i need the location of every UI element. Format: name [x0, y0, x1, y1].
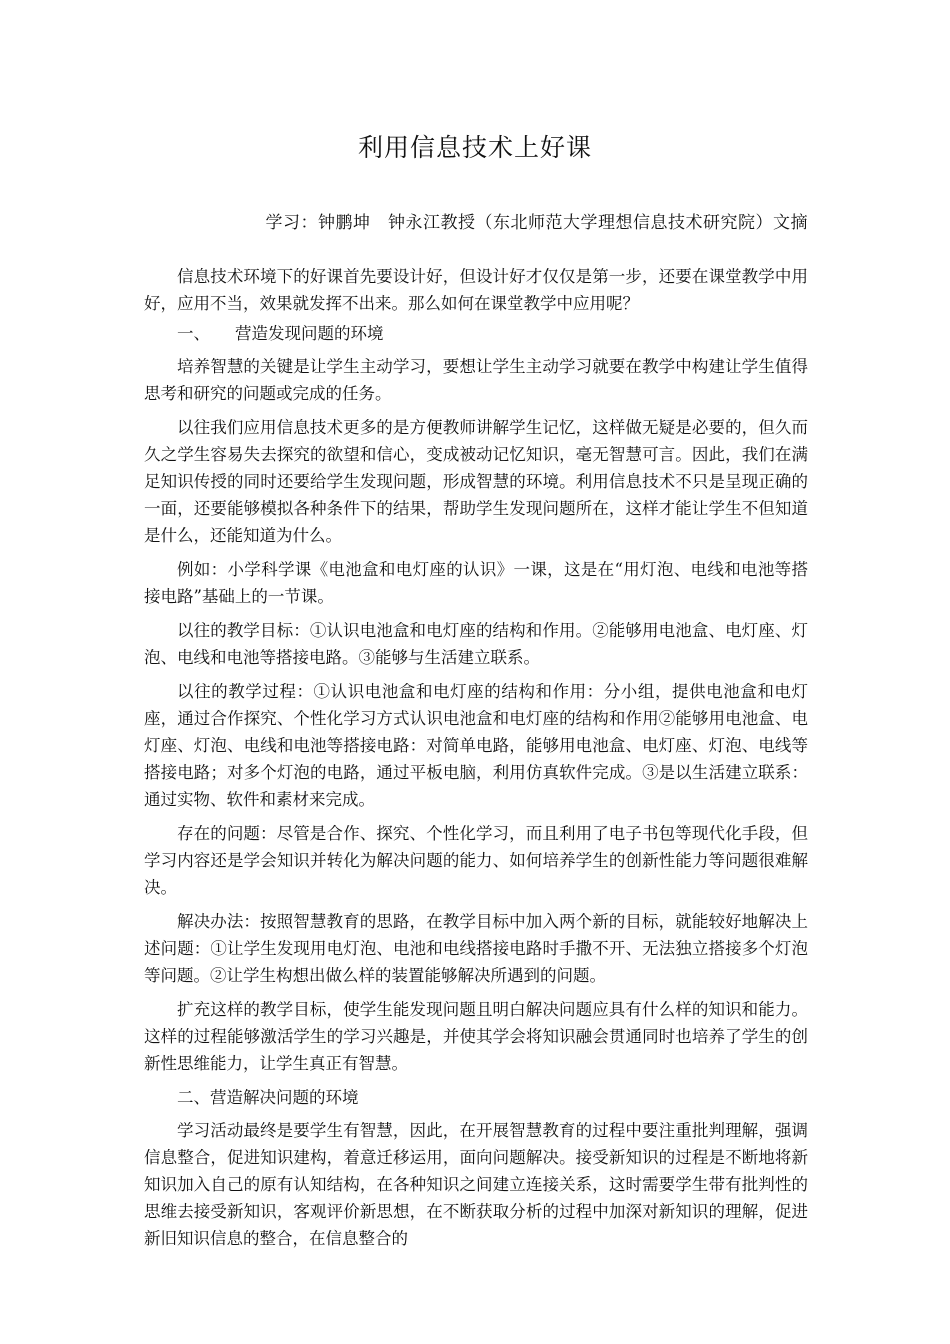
paragraph: 扩充这样的教学目标，使学生能发现问题且明白解决问题应具有什么样的知识和能力。这样的过程能够激活学生的学习兴趣是，并使其学会将知识融会贯通同时也培养了学生的创新性思维能力，让学生真正有智慧。	[144, 1000, 808, 1073]
paragraph: 学习活动最终是要学生有智慧，因此，在开展智慧教育的过程中要注重批判理解，强调信息整合，促进知识建构，着意迁移运用，面向问题解决。接受新知识的过程是不断地将新知识加入自己的原有认知结构，在各种知识之间建立连接关系，这时需要学生带有批判性的思维去接受新知识，客观评价新思想，在不断获取分析的过程中加深对新知识的理解，促进新旧知识信息的整合，在信息整合的	[144, 1121, 808, 1248]
paragraph: 以往的教学目标：①认识电池盒和电灯座的结构和作用。②能够用电池盒、电灯座、灯泡、电线和电池等搭接电路。③能够与生活建立联系。	[144, 621, 808, 667]
section-heading-2: 二、营造解决问题的环境	[177, 1088, 359, 1107]
paragraph: 培养智慧的关键是让学生主动学习，要想让学生主动学习就要在教学中构建让学生值得思考和研究的问题或完成的任务。	[144, 357, 808, 403]
section-title: 营造发现问题的环境	[235, 324, 384, 343]
paragraph: 例如：小学科学课《电池盒和电灯座的认识》一课，这是在“用灯泡、电线和电池等搭接电路”基础上的一节课。	[144, 560, 808, 606]
paragraph: 以往的教学过程：①认识电池盒和电灯座的结构和作用：分小组，提供电池盒和电灯座，通过合作探究、个性化学习方式认识电池盒和电灯座的结构和作用②能够用电池盒、电灯座、灯泡、电线和电池等搭接电路：对简单电路，能够用电池盒、电灯座、灯泡、电线等搭接电路；对多个灯泡的电路，通过平板电脑，利用仿真软件完成。③是以生活建立联系：通过实物、软件和素材来完成。	[144, 682, 808, 809]
section-number: 一、	[177, 324, 210, 343]
byline: 学习：钟鹏坤 钟永江教授（东北师范大学理想信息技术研究院）文摘	[265, 213, 808, 233]
section-heading-1	[144, 320, 808, 347]
paragraph: 以往我们应用信息技术更多的是方便教师讲解学生记忆，这样做无疑是必要的，但久而久之学生容易失去探究的欲望和信心，变成被动记忆知识，毫无智慧可言。因此，我们在满足知识传授的同时还要给学生发现问题，形成智慧的环境。利用信息技术不只是呈现正确的一面，还要能够模拟各种条件下的结果，帮助学生发现问题所在，这样才能让学生不但知道是什么，还能知道为什么。	[144, 418, 808, 545]
page-title: 利用信息技术上好课	[357, 133, 592, 162]
paragraph: 存在的问题：尽管是合作、探究、个性化学习，而且利用了电子书包等现代化手段，但学习内容还是学会知识并转化为解决问题的能力、如何培养学生的创新性能力等问题很难解决。	[144, 824, 808, 897]
intro-paragraph: 信息技术环境下的好课首先要设计好，但设计好才仅仅是第一步，还要在课堂教学中用好，应用不当，效果就发挥不出来。那么如何在课堂教学中应用呢？	[144, 267, 808, 313]
paragraph: 解决办法：按照智慧教育的思路，在教学目标中加入两个新的目标，就能较好地解决上述问题：①让学生发现用电灯泡、电池和电线搭接电路时手撒不开、无法独立搭接多个灯泡等问题。②让学生构想出做么样的装置能够解决所遇到的问题。	[144, 912, 808, 985]
article-body	[144, 263, 808, 1259]
